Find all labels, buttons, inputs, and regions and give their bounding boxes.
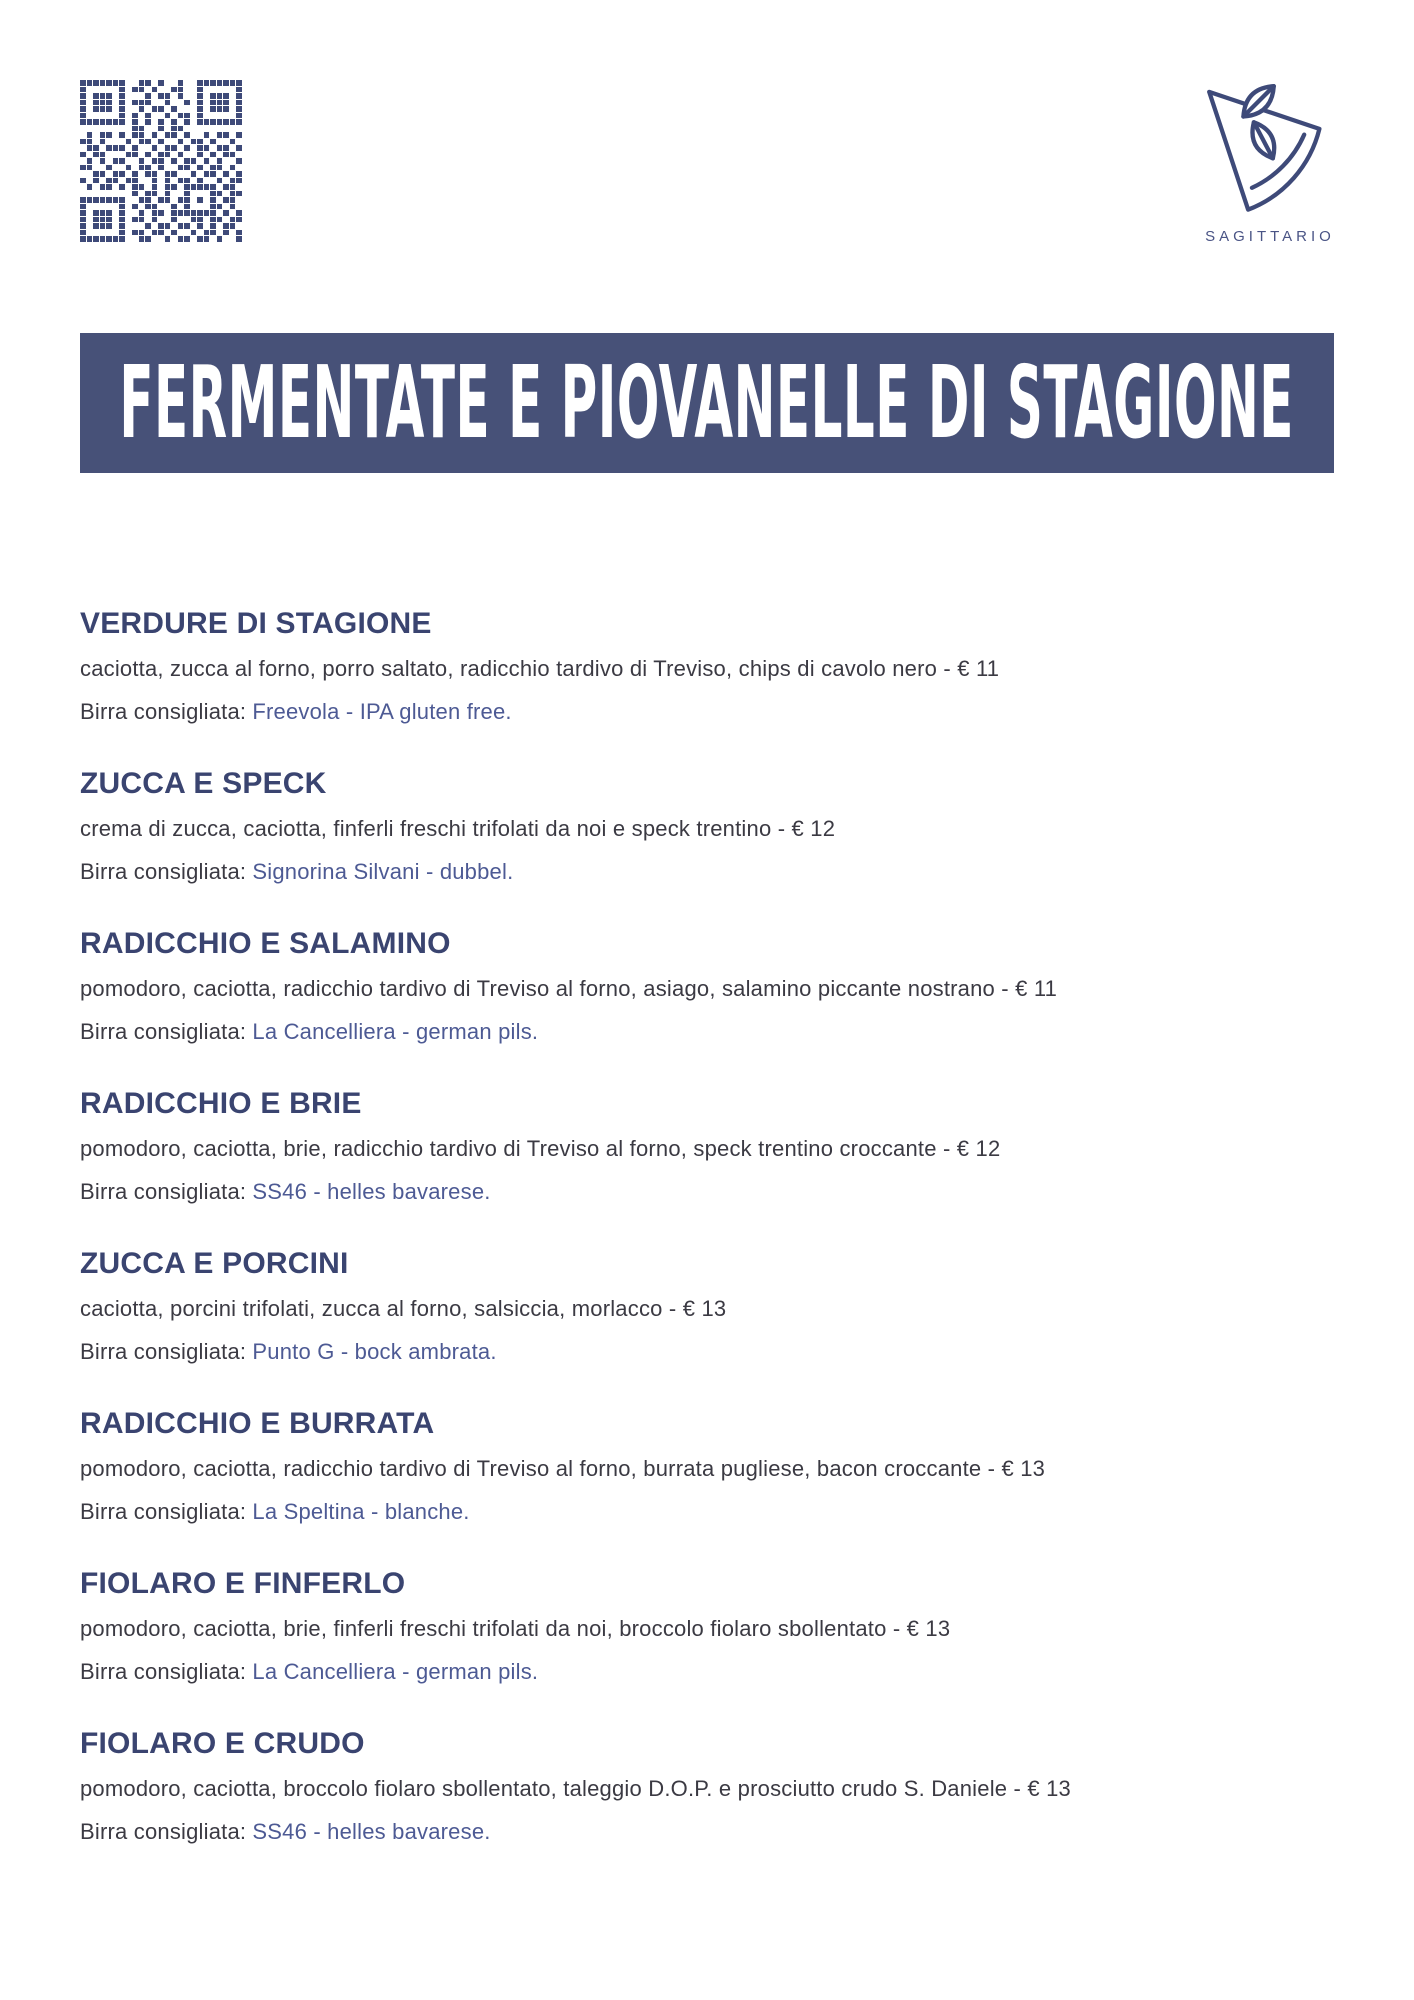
dish-description: pomodoro, caciotta, brie, radicchio tardivo di Treviso al forno, speck trentino croccante - € 12 <box>80 1136 1001 1161</box>
beer-pairing <box>80 696 1334 728</box>
beer-pairing <box>80 1016 1334 1048</box>
beer-pairing <box>80 1816 1334 1848</box>
beer-pairing-label: Birra consigliata: <box>80 859 247 884</box>
dish-name: RADICCHIO E SALAMINO <box>80 927 451 960</box>
dish-name: ZUCCA E SPECK <box>80 767 327 800</box>
dish-description: pomodoro, caciotta, radicchio tardivo di Treviso al forno, burrata pugliese, bacon croccante - € 13 <box>80 1456 1046 1481</box>
brand-name: SAGITTARIO <box>1205 228 1335 245</box>
dish-name: VERDURE DI STAGIONE <box>80 607 432 640</box>
dish-description: pomodoro, caciotta, broccolo fiolaro sbollentato, taleggio D.O.P. e prosciutto crudo S. Daniele - € 13 <box>80 1776 1071 1801</box>
brand-logo <box>1180 70 1360 245</box>
beer-name: Signorina Silvani - dubbel. <box>252 859 514 884</box>
beer-pairing-label: Birra consigliata: <box>80 1819 247 1844</box>
menu-section <box>80 1248 1334 1368</box>
beer-name: La Cancelliera - german pils. <box>252 1019 539 1044</box>
menu-section <box>80 1568 1334 1688</box>
beer-name: Punto G - bock ambrata. <box>252 1339 497 1364</box>
menu-section <box>80 608 1334 728</box>
menu-section <box>80 1088 1334 1208</box>
dish-name: RADICCHIO E BRIE <box>80 1087 362 1120</box>
dish-name: ZUCCA E PORCINI <box>80 1247 349 1280</box>
beer-pairing <box>80 1496 1334 1528</box>
beer-name: Freevola - IPA gluten free. <box>252 699 512 724</box>
beer-pairing-label: Birra consigliata: <box>80 1659 247 1684</box>
beer-name: La Cancelliera - german pils. <box>252 1659 539 1684</box>
beer-name: SS46 - helles bavarese. <box>252 1179 491 1204</box>
beer-pairing-label: Birra consigliata: <box>80 1179 247 1204</box>
beer-pairing-label: Birra consigliata: <box>80 1019 247 1044</box>
dish-description: caciotta, zucca al forno, porro saltato, radicchio tardivo di Treviso, chips di cavolo nero - € 11 <box>80 656 1000 681</box>
menu-list <box>80 608 1334 1888</box>
beer-name: La Speltina - blanche. <box>252 1499 470 1524</box>
beer-pairing <box>80 856 1334 888</box>
beer-pairing-label: Birra consigliata: <box>80 1339 247 1364</box>
beer-pairing-label: Birra consigliata: <box>80 1499 247 1524</box>
dish-description: pomodoro, caciotta, brie, finferli freschi trifolati da noi, broccolo fiolaro sbollentato - € 13 <box>80 1616 951 1641</box>
title-banner <box>80 333 1334 473</box>
beer-pairing <box>80 1656 1334 1688</box>
menu-section <box>80 928 1334 1048</box>
beer-pairing <box>80 1336 1334 1368</box>
dish-name: FIOLARO E FINFERLO <box>80 1567 406 1600</box>
beer-pairing-label: Birra consigliata: <box>80 699 247 724</box>
qr-code <box>80 80 242 242</box>
menu-section <box>80 768 1334 888</box>
dish-name: RADICCHIO E BURRATA <box>80 1407 435 1440</box>
menu-section <box>80 1728 1334 1848</box>
dish-description: crema di zucca, caciotta, finferli freschi trifolati da noi e speck trentino - € 12 <box>80 816 836 841</box>
beer-name: SS46 - helles bavarese. <box>252 1819 491 1844</box>
dish-description: pomodoro, caciotta, radicchio tardivo di Treviso al forno, asiago, salamino piccante nostrano - € 11 <box>80 976 1058 1001</box>
dish-description: caciotta, porcini trifolati, zucca al forno, salsiccia, morlacco - € 13 <box>80 1296 727 1321</box>
beer-pairing <box>80 1176 1334 1208</box>
pizza-slice-leaves-icon <box>1194 70 1346 222</box>
dish-name: FIOLARO E CRUDO <box>80 1727 365 1760</box>
menu-section <box>80 1408 1334 1528</box>
page-title: FERMENTATE E PIOVANELLE DI STAGIONE <box>119 344 1295 461</box>
